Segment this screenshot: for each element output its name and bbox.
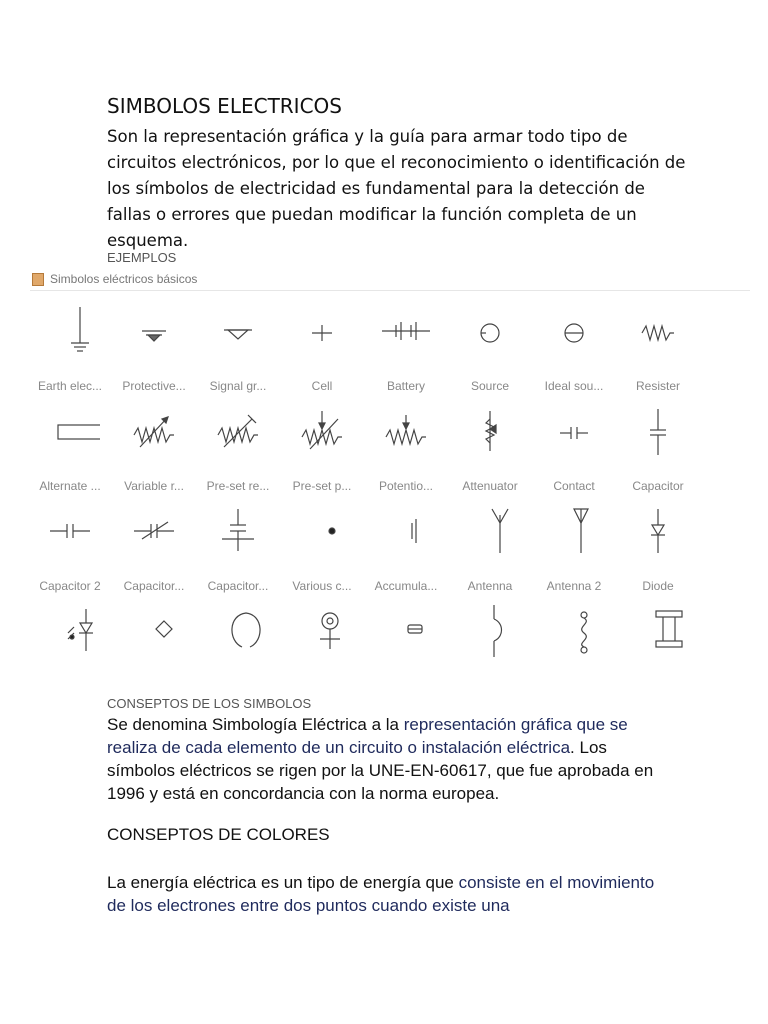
symbol-label: Potentio... xyxy=(378,479,434,493)
led-icon xyxy=(40,605,100,657)
preset-resistor-icon xyxy=(208,405,268,457)
cell-icon xyxy=(292,305,352,357)
concepts-text: Se denomina Simbología Eléctrica a la xyxy=(107,715,404,734)
symbol-cell xyxy=(448,405,532,493)
examples-label: EJEMPLOS xyxy=(107,250,177,265)
alternate-resistor-icon xyxy=(40,405,100,457)
symbol-cell xyxy=(532,505,616,593)
symbol-label: Antenna xyxy=(467,579,513,593)
potentiometer-icon xyxy=(376,405,436,457)
source-icon xyxy=(460,305,520,357)
symbol-cell xyxy=(28,405,112,493)
symbol-cell xyxy=(532,605,616,657)
symbol-cell xyxy=(364,305,448,393)
symbol-cell xyxy=(28,505,112,593)
symbol-label: Cell xyxy=(311,379,333,393)
capacitor-icon xyxy=(628,405,688,457)
contact-icon xyxy=(544,405,604,457)
symbol-cell xyxy=(196,405,280,493)
symbol-cell xyxy=(112,305,196,393)
signal-ground-icon xyxy=(208,305,268,357)
concepts-heading: CONSEPTOS DE LOS SIMBOLOS xyxy=(107,696,312,711)
arc-icon xyxy=(460,605,520,657)
symbol-cell xyxy=(616,305,700,393)
symbol-cell xyxy=(280,605,364,657)
symbols-panel-header xyxy=(30,268,750,291)
symbol-label: Diode xyxy=(642,579,674,593)
document-title: SIMBOLOS ELECTRICOS xyxy=(107,94,342,118)
symbol-cell xyxy=(280,405,364,493)
coil-icon xyxy=(544,605,604,657)
symbol-label: Accumula... xyxy=(374,579,438,593)
concepts-text: . Los símbolos eléctricos se rigen por la UNE-EN-60617, que fue aprobada en 1996 y está en concordancia con la norma europea. xyxy=(107,738,654,803)
symbol-cell xyxy=(196,605,280,657)
symbol-label: Signal gr... xyxy=(209,379,267,393)
symbol-cell xyxy=(616,405,700,493)
earth-icon xyxy=(40,305,100,357)
folder-icon xyxy=(32,273,44,286)
polarized-capacitor-icon xyxy=(208,505,268,557)
symbol-cell xyxy=(280,505,364,593)
antenna-icon xyxy=(460,505,520,557)
battery-icon xyxy=(376,305,436,357)
variable-capacitor-icon xyxy=(124,505,184,557)
symbol-label: Attenuator xyxy=(462,479,518,493)
symbol-cell xyxy=(616,605,700,657)
fuse-icon xyxy=(376,605,436,657)
symbol-cell xyxy=(28,605,112,657)
symbol-label: Capacitor... xyxy=(123,579,185,593)
preset-potentiometer-icon xyxy=(292,405,352,457)
protective-earth-icon xyxy=(124,305,184,357)
symbol-cell xyxy=(196,305,280,393)
resistor-icon xyxy=(628,305,688,357)
symbol-cell xyxy=(364,405,448,493)
symbol-label: Capacitor xyxy=(632,479,684,493)
symbol-label: Earth elec... xyxy=(37,379,103,393)
symbol-label: Antenna 2 xyxy=(546,579,602,593)
symbol-label: Capacitor 2 xyxy=(39,579,101,593)
concepts-link[interactable]: representación gráfica que se realiza de cada elemento de un circuito o instalación eléctrica xyxy=(107,715,628,757)
loop-icon xyxy=(208,605,268,657)
lamp-icon xyxy=(292,605,352,657)
symbol-cell xyxy=(196,505,280,593)
symbol-label: Ideal sou... xyxy=(544,379,604,393)
symbol-cell xyxy=(28,305,112,393)
symbol-label: Pre-set re... xyxy=(206,479,270,493)
symbol-cell xyxy=(112,405,196,493)
symbol-cell xyxy=(364,505,448,593)
bracket-icon xyxy=(628,605,688,657)
symbols-panel-title: Simbolos eléctricos básicos xyxy=(50,272,198,286)
symbol-label: Various c... xyxy=(292,579,352,593)
symbol-cell xyxy=(532,305,616,393)
accumulator-icon xyxy=(376,505,436,557)
symbol-label: Source xyxy=(470,379,510,393)
colors-paragraph xyxy=(107,871,667,917)
symbol-cell xyxy=(532,405,616,493)
symbol-cell xyxy=(112,605,196,657)
symbol-cell xyxy=(448,305,532,393)
symbol-cell xyxy=(448,605,532,657)
ideal-source-icon xyxy=(544,305,604,357)
symbol-label: Contact xyxy=(553,479,595,493)
colors-link[interactable]: consiste en el movimiento de los electrones entre dos puntos cuando existe una xyxy=(107,873,655,915)
symbol-cell xyxy=(448,505,532,593)
concepts-paragraph xyxy=(107,713,667,805)
symbol-label: Resister xyxy=(635,379,680,393)
colors-text: La energía eléctrica es un tipo de energía que xyxy=(107,873,459,892)
junction-dot-icon xyxy=(292,505,352,557)
symbol-cell xyxy=(280,305,364,393)
capacitor-2-icon xyxy=(40,505,100,557)
symbol-label: Protective... xyxy=(122,379,186,393)
symbol-label: Alternate ... xyxy=(39,479,101,493)
symbol-cell xyxy=(616,505,700,593)
intro-paragraph: Son la representación gráfica y la guía para armar todo tipo de circuitos electrónicos, por lo que el reconocimiento o identificación de los símbolos de electricidad es fundamental para la detección de fallas o errores que puedan modificar la función completa de un esquema. xyxy=(107,127,686,250)
symbol-label: Battery xyxy=(386,379,425,393)
diode-icon xyxy=(628,505,688,557)
variable-resistor-icon xyxy=(124,405,184,457)
symbol-cell xyxy=(112,505,196,593)
attenuator-icon xyxy=(460,405,520,457)
colors-heading: CONSEPTOS DE COLORES xyxy=(107,825,330,844)
symbol-cell xyxy=(364,605,448,657)
symbol-label: Pre-set p... xyxy=(292,479,352,493)
antenna-2-icon xyxy=(544,505,604,557)
symbols-grid xyxy=(28,305,728,665)
diamond-icon xyxy=(124,605,184,657)
symbol-label: Variable r... xyxy=(124,479,184,493)
symbol-label: Capacitor... xyxy=(207,579,269,593)
